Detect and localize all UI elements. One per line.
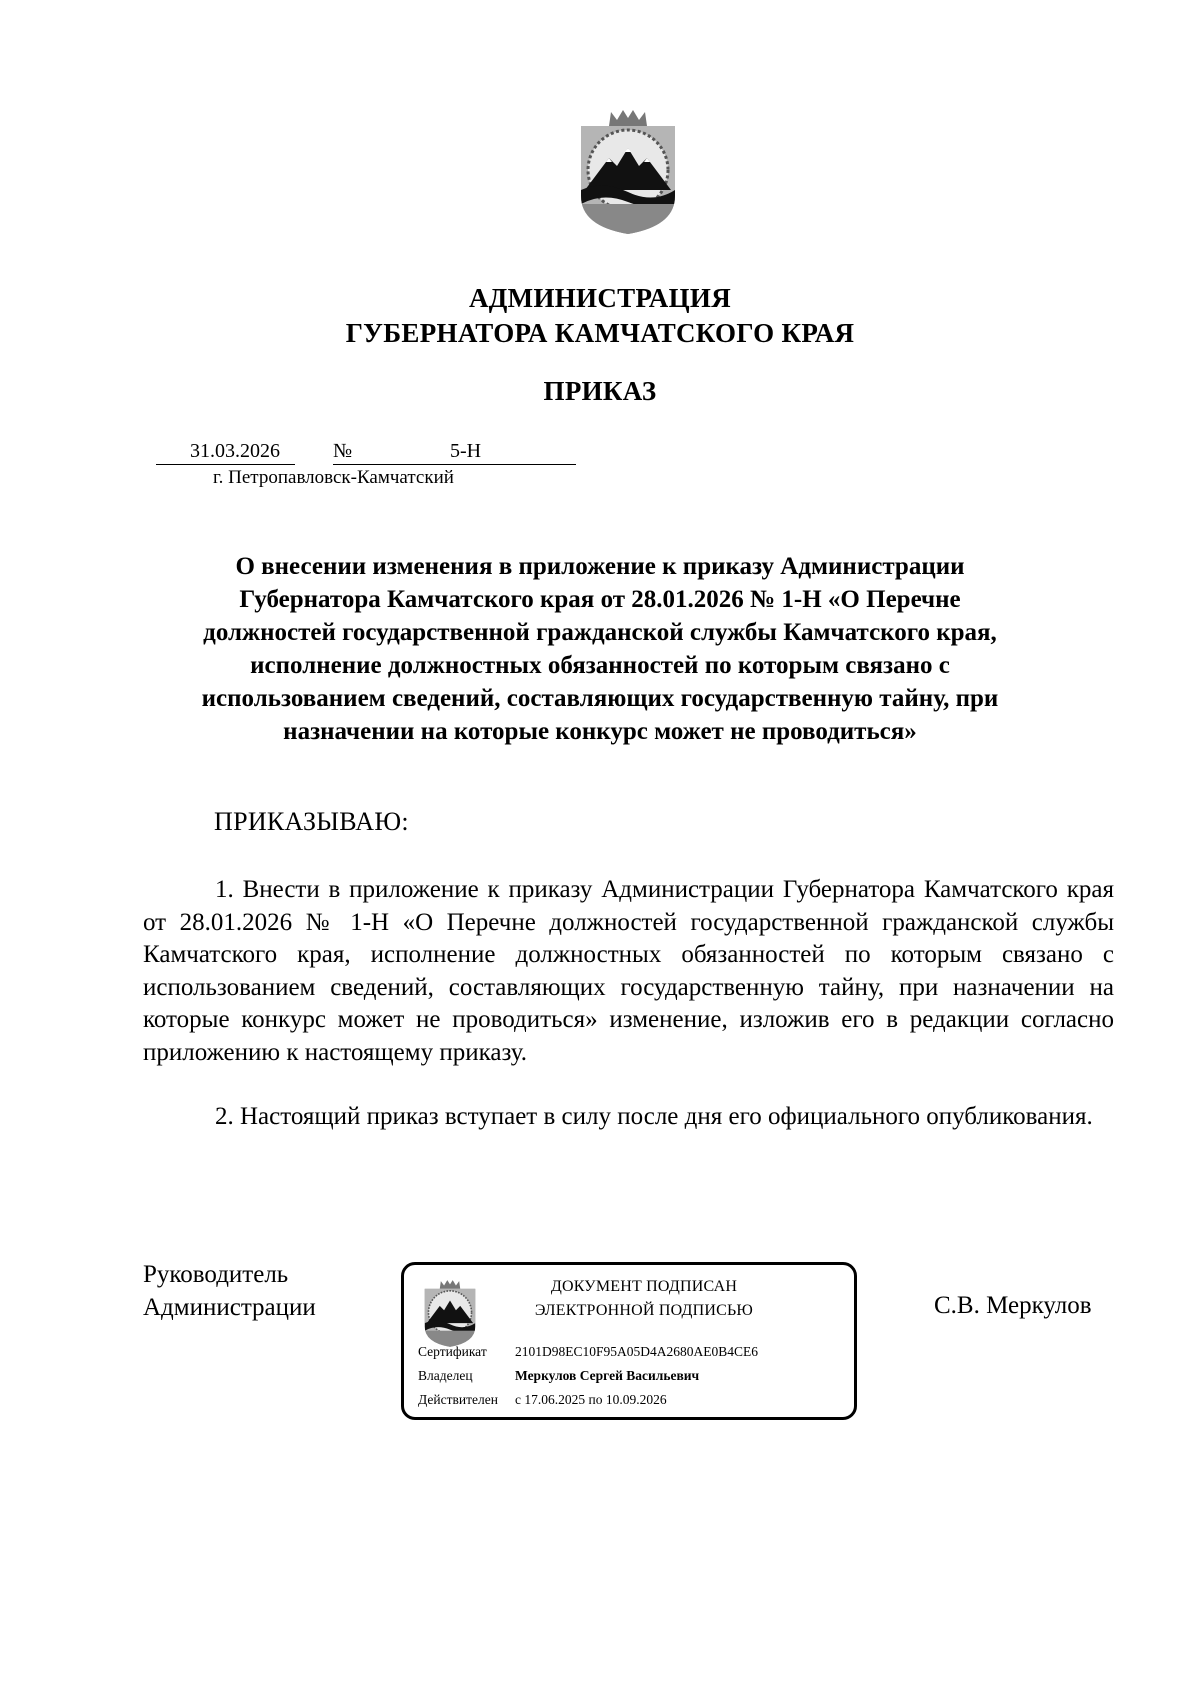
document-date: 31.03.2026 xyxy=(190,440,280,462)
validity-row xyxy=(418,1392,667,1408)
certificate-value: 2101D98EC10F95A05D4A2680AE0B4CE6 xyxy=(515,1344,759,1359)
owner-row xyxy=(418,1368,699,1384)
owner-label: Владелец xyxy=(418,1368,473,1383)
issuing-city: г. Петропавловск-Камчатский xyxy=(213,467,454,488)
organization-line-1: АДМИНИСТРАЦИЯ xyxy=(468,283,731,313)
title-line: назначении на которые конкурс может не проводиться» xyxy=(283,718,917,745)
electronic-signature-stamp xyxy=(401,1262,857,1420)
registration-line xyxy=(156,440,576,465)
order-directive: ПРИКАЗЫВАЮ: xyxy=(214,807,409,836)
title-line: использованием сведений, составляющих государственную тайну, при xyxy=(201,685,999,712)
number-sign: № xyxy=(333,440,353,462)
stamp-heading-line-1: ДОКУМЕНТ ПОДПИСАН xyxy=(550,1278,738,1295)
certificate-row xyxy=(418,1344,758,1360)
owner-value: Меркулов Сергей Васильевич xyxy=(515,1368,700,1383)
validity-value: с 17.06.2025 по 10.09.2026 xyxy=(515,1392,667,1407)
stamp-emblem xyxy=(419,1279,481,1349)
organization-line-2: ГУБЕРНАТОРА КАМЧАТСКОГО КРАЯ xyxy=(345,318,855,348)
document-title xyxy=(150,550,1050,748)
certificate-label: Сертификат xyxy=(418,1344,487,1359)
signatory-name: С.В. Меркулов xyxy=(934,1292,1092,1319)
title-line: должностей государственной гражданской службы Камчатского края, xyxy=(203,619,997,646)
paragraph-2: 2. Настоящий приказ вступает в силу после дня его официального опубликования. xyxy=(215,1103,1093,1130)
coat-of-arms-emblem xyxy=(573,108,683,238)
stamp-heading-line-2: ЭЛЕКТРОННОЙ ПОДПИСЬЮ xyxy=(534,1302,754,1319)
document-number: 5-Н xyxy=(450,440,482,462)
signatory-position-line-1: Руководитель xyxy=(143,1261,289,1288)
paragraph-1: 1. Внести в приложение к приказу Администрации Губернатора Камчатского края от 28.01.2026 № 1-Н «О Перечне должностей государственной гражданской службы Камчатского края, исполнение должностных обязанностей по которым связано с использованием сведений, составляющих государственную тайну, при назначении на которые конкурс может не проводиться» изменение, изложив его в редакции согласно приложению к настоящему приказу. xyxy=(143,876,1114,1066)
signatory-position xyxy=(143,1258,316,1324)
document-type: ПРИКАЗ xyxy=(543,376,657,406)
title-line: О внесении изменения в приложение к приказу Администрации xyxy=(235,553,965,580)
validity-label: Действителен xyxy=(418,1392,498,1407)
signatory-position-line-2: Администрации xyxy=(143,1294,316,1321)
title-line: исполнение должностных обязанностей по которым связано с xyxy=(250,652,950,679)
organization-heading xyxy=(0,281,1200,351)
title-line: Губернатора Камчатского края от 28.01.2026 № 1-Н «О Перечне xyxy=(239,586,961,613)
